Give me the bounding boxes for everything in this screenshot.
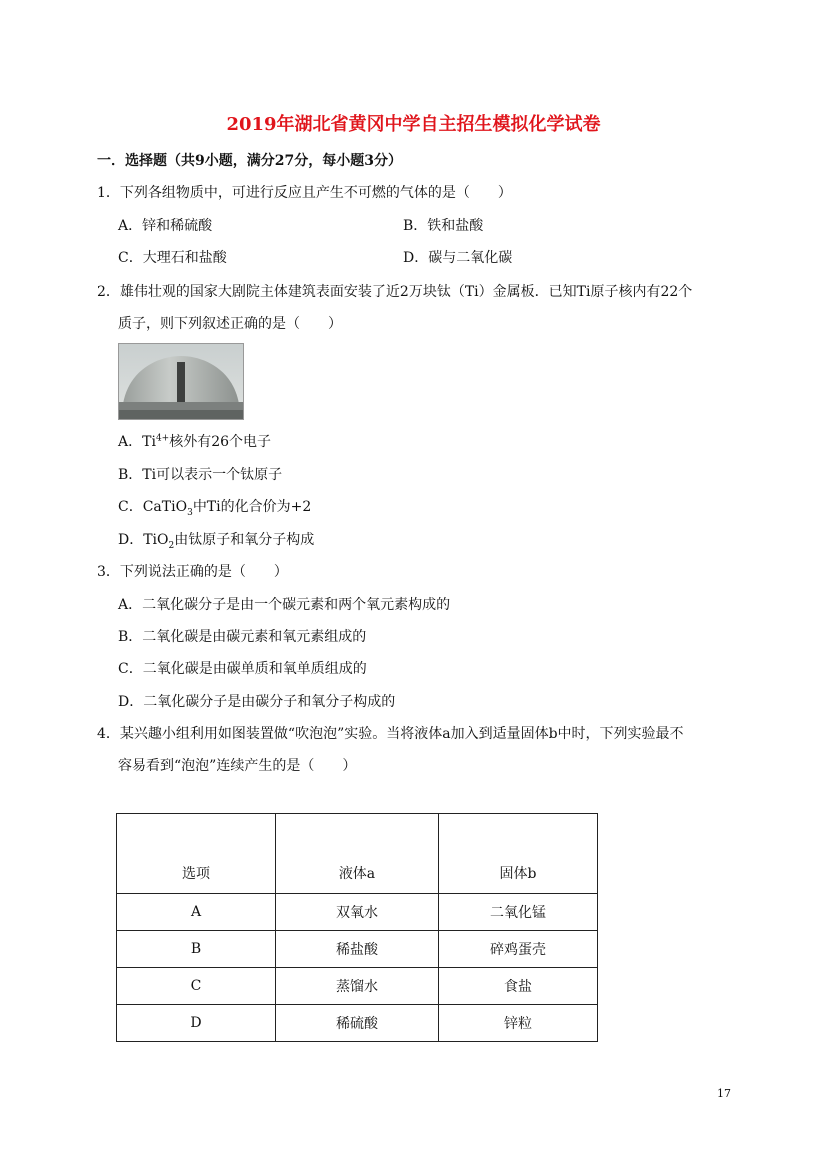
question-1-stem: 1．下列各组物质中，可进行反应且产生不可燃的气体的是（ ）	[97, 185, 512, 201]
table-header-row	[117, 814, 598, 894]
question-4-stem-line-2: 容易看到“泡泡”连续产生的是（ ）	[118, 758, 357, 774]
table-cell: 食盐	[439, 968, 598, 1005]
table-row	[117, 968, 598, 1005]
question-4-stem-line-1: 4．某兴趣小组利用如图装置做“吹泡泡”实验。当将液体a加入到适量固体b中时，下列实验最不	[97, 726, 684, 742]
question-3-option-b: B．二氧化碳是由碳元素和氧元素组成的	[118, 629, 367, 645]
page-number: 17	[717, 1087, 731, 1100]
table-cell: 蒸馏水	[276, 968, 439, 1005]
theater-photo-illustration	[119, 344, 243, 419]
question-1-option-d: D．碳与二氧化碳	[403, 250, 513, 266]
question-1-option-a: A．锌和稀硫酸	[118, 218, 213, 234]
option-d-prefix: D．TiO	[118, 532, 169, 548]
option-c-text: 中Ti的化合价为+2	[192, 499, 312, 515]
experiment-table	[116, 813, 598, 1042]
table-row	[117, 1005, 598, 1042]
table-cell: B	[117, 931, 276, 968]
question-2-option-d	[118, 529, 314, 551]
question-1-option-c: C．大理石和盐酸	[118, 250, 227, 266]
question-3-stem: 3．下列说法正确的是（ ）	[97, 564, 288, 580]
theater-photo	[118, 343, 244, 420]
table-header-cell: 选项	[117, 814, 276, 894]
table-cell: 二氧化锰	[439, 894, 598, 931]
question-2-stem-line-2: 质子，则下列叙述正确的是（ ）	[118, 316, 342, 332]
table-header-cell: 液体a	[276, 814, 439, 894]
table-row	[117, 894, 598, 931]
section-heading: 一．选择题（共9小题，满分27分，每小题3分）	[97, 153, 402, 169]
table-row	[117, 931, 598, 968]
question-2-option-a	[118, 431, 271, 451]
ion-charge: 4+	[155, 433, 170, 444]
option-d-text: 由钛原子和氧分子构成	[174, 532, 315, 548]
question-2-stem-line-1: 2．雄伟壮观的国家大剧院主体建筑表面安装了近2万块钛（Ti）金属板．已知Ti原子核内有22个	[97, 284, 693, 300]
table-cell: C	[117, 968, 276, 1005]
question-2-option-c	[118, 496, 311, 518]
question-3-option-a: A．二氧化碳分子是由一个碳元素和两个氧元素构成的	[118, 597, 451, 613]
option-a-prefix: A．Ti	[118, 434, 156, 450]
question-2-option-b: B．Ti可以表示一个钛原子	[118, 467, 283, 483]
subscript: 2	[168, 540, 175, 551]
option-a-text: 核外有26个电子	[169, 434, 272, 450]
question-3-option-d: D．二氧化碳分子是由碳分子和氧分子构成的	[118, 694, 396, 710]
table-cell: 双氧水	[276, 894, 439, 931]
table-cell: 稀盐酸	[276, 931, 439, 968]
table-cell: 碎鸡蛋壳	[439, 931, 598, 968]
option-c-prefix: C．CaTiO	[118, 499, 188, 515]
question-1-option-b: B．铁和盐酸	[403, 218, 484, 234]
table-cell: D	[117, 1005, 276, 1042]
table-cell: 稀硫酸	[276, 1005, 439, 1042]
page-title: 2019年湖北省黄冈中学自主招生模拟化学试卷	[226, 114, 601, 135]
subscript: 3	[187, 507, 193, 518]
table-cell: 锌粒	[439, 1005, 598, 1042]
table-cell: A	[117, 894, 276, 931]
table-header-cell: 固体b	[439, 814, 598, 894]
question-3-option-c: C．二氧化碳是由碳单质和氧单质组成的	[118, 661, 367, 677]
